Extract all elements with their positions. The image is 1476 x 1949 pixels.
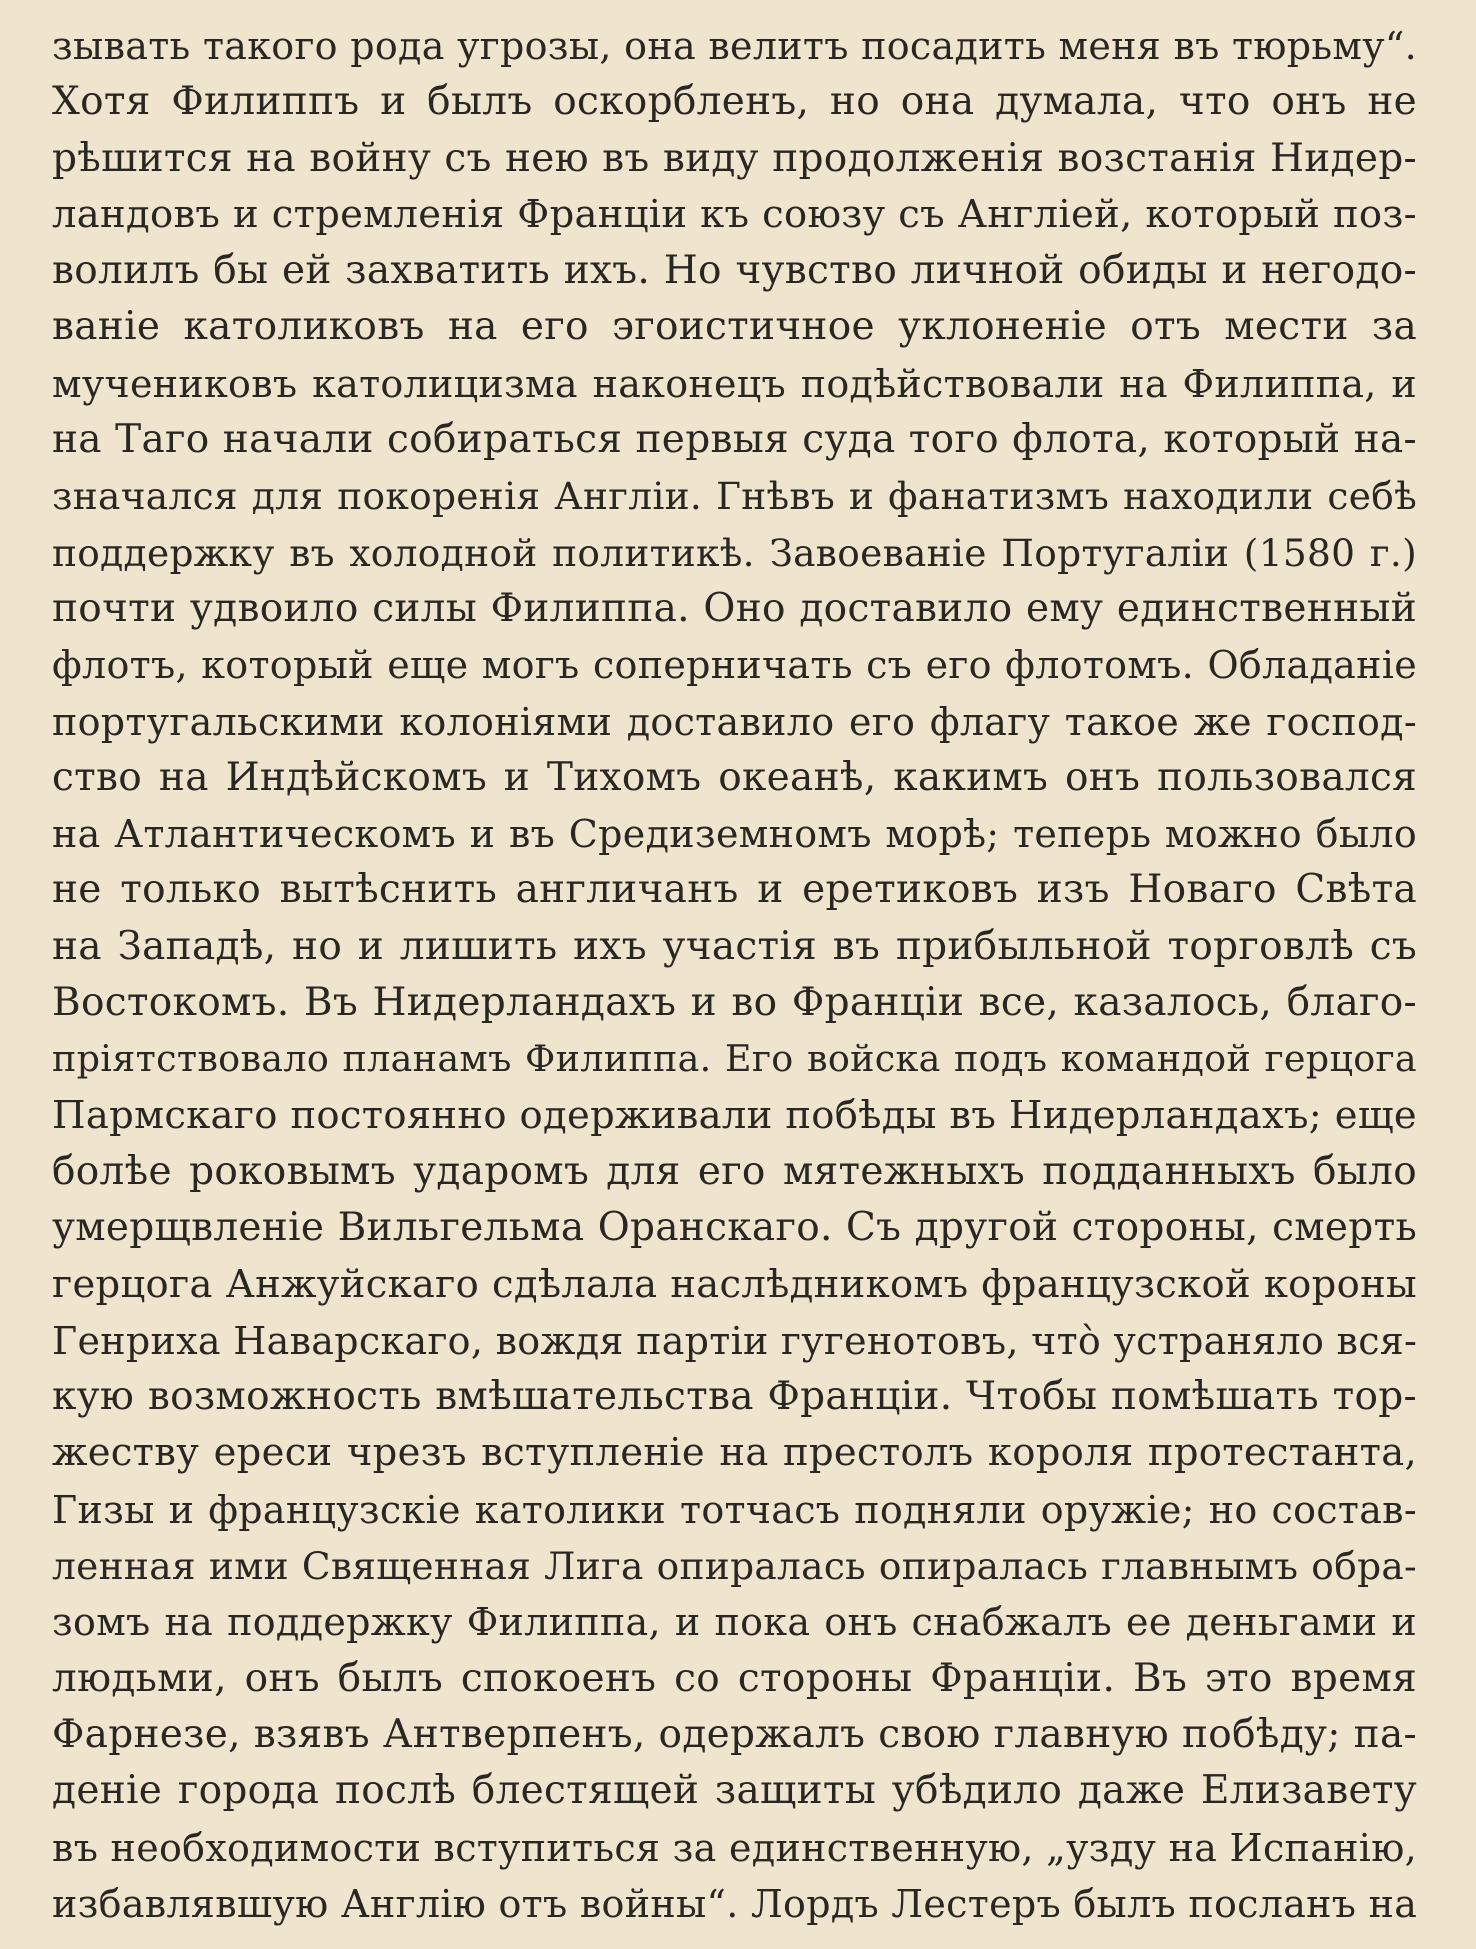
text-line: волилъ бы ей захватить ихъ. Но чувство личной обиды и негодо- (52, 248, 1417, 294)
text-line: пріятствовало планамъ Филиппа. Его войска подъ командой герцога (52, 1037, 1417, 1081)
text-line: поддержку въ холодной политикѣ. Завоеваніе Португаліи (1580 г.) (52, 530, 1417, 575)
text-line: флотъ, который еще могъ соперничать съ его флотомъ. Обладаніе (52, 643, 1417, 688)
text-line: ленная ими Священная Лига опиралась опиралась главнымъ обра- (52, 1544, 1417, 1589)
text-line: герцога Анжуйскаго сдѣлала наслѣдникомъ французской короны (52, 1261, 1417, 1307)
text-line: Хотя Филиппъ и былъ оскорбленъ, но она думала, что онъ не (52, 79, 1417, 125)
text-line: ландовъ и стремленія Франціи къ союзу съ Англіей, который поз- (52, 191, 1417, 237)
text-line: ство на Индѣйскомъ и Тихомъ океанѣ, какимъ онъ пользовался (52, 754, 1417, 800)
text-line: на Западѣ, но и лишить ихъ участія въ прибыльной торговлѣ съ (52, 923, 1417, 969)
text-line: деніе города послѣ блестящей защиты убѣдило даже Елизавету (52, 1768, 1417, 1814)
text-line: болѣе роковымъ ударомъ для его мятежныхъ подданныхъ было (52, 1148, 1417, 1194)
text-line: Фарнезе, взявъ Антверпенъ, одержалъ свою главную побѣду; па- (52, 1711, 1417, 1757)
text-line: кую возможность вмѣшательства Франціи. Чтобы помѣшать тор- (52, 1374, 1417, 1420)
text-line: умерщвленіе Вильгельма Оранскаго. Съ другой стороны, смерть (52, 1205, 1417, 1251)
text-line: людьми, онъ былъ спокоенъ со стороны Франціи. Въ это время (52, 1655, 1417, 1701)
text-line: португальскими колоніями доставило его флагу такое же господ- (52, 699, 1417, 744)
text-line: Генриха Наварскаго, вождя партіи гугенотовъ, что̀ устраняло вся- (52, 1318, 1417, 1363)
page-text (52, 18, 1417, 1932)
text-line: на Атлантическомъ и въ Средиземномъ морѣ; теперь можно было (52, 812, 1417, 857)
text-line: Пармскаго постоянно одерживали побѣды въ Нидерландахъ; еще (52, 1092, 1417, 1138)
text-line: не только вытѣснить англичанъ и еретиковъ изъ Новаго Свѣта (52, 867, 1417, 913)
text-line: почти удвоило силы Филиппа. Оно доставило ему единственный (52, 585, 1417, 631)
text-line: значался для покоренія Англіи. Гнѣвъ и фанатизмъ находили себѣ (52, 474, 1417, 519)
text-line: Гизы и французскіе католики тотчасъ подняли оружіе; но состав- (52, 1487, 1417, 1532)
text-line: жеству ереси чрезъ вступленіе на престолъ короля протестанта, (52, 1430, 1417, 1476)
text-line: зомъ на поддержку Филиппа, и пока онъ снабжалъ ее деньгами и (52, 1600, 1417, 1645)
text-line: мучениковъ католицизма наконецъ подѣйствовали на Филиппа, и (52, 361, 1417, 406)
text-line: въ необходимости вступиться за единственную, „узду на Испанію, (52, 1825, 1417, 1870)
text-line: Востокомъ. Въ Нидерландахъ и во Франціи все, казалось, благо- (52, 980, 1417, 1026)
text-line: ваніе католиковъ на его эгоистичное уклоненіе отъ мести за (52, 304, 1417, 350)
text-line: на Таго начали собираться первыя суда того флота, который на- (52, 417, 1417, 463)
text-line: рѣшится на войну съ нею въ виду продолженія возстанія Нидер- (52, 135, 1417, 181)
text-line: избавлявшую Англію отъ войны“. Лордъ Лестеръ былъ посланъ на (52, 1881, 1417, 1926)
text-line: зывать такого рода угрозы, она велитъ посадить меня въ тюрьму“. (52, 24, 1417, 68)
